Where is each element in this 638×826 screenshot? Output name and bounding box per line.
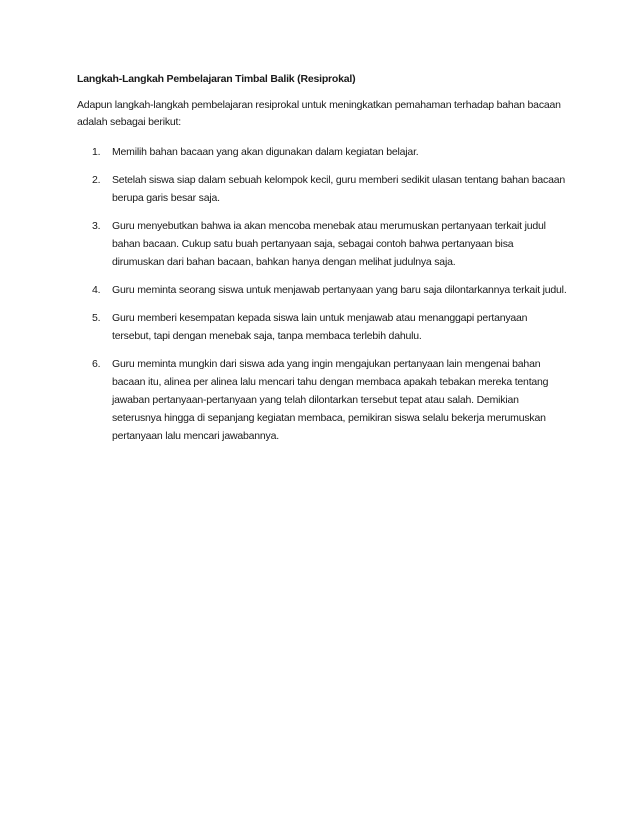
step-number: 3. [92,220,101,232]
step-text: Guru meminta mungkin dari siswa ada yang ingin mengajukan pertanyaan lain mengenai bahan bacaan itu, alinea per alinea lalu mencari tahu dengan membaca apakah tebakan mereka tentang jawaban pertanyaan-pertanyaan yang telah dilontarkan tersebut tepat atau salah. Demikian seterusnya hingga di sepanjang kegiatan membaca, pemikiran siswa selalu bekerja merumuskan pertanyaan lalu mencari jawabannya. [112,358,549,442]
step-text: Guru menyebutkan bahwa ia akan mencoba menebak atau merumuskan pertanyaan terkait judul bahan bacaan. Cukup satu buah pertanyaan saja, sebagai contoh bahwa pertanyaan bisa dirumuskan dari bahan bacaan, bahkan hanya dengan melihat judulnya saja. [112,220,546,268]
step-text: Guru meminta seorang siswa untuk menjawab pertanyaan yang baru saja dilontarkannya terkait judul. [112,284,567,296]
list-item [77,309,567,345]
list-item [77,217,567,271]
step-number: 6. [92,358,101,370]
step-text: Memilih bahan bacaan yang akan digunakan dalam kegiatan belajar. [112,146,419,158]
step-number: 1. [92,146,101,158]
list-item [77,143,567,161]
step-text: Guru memberi kesempatan kepada siswa lain untuk menjawab atau menanggapi pertanyaan tersebut, tapi dengan menebak saja, tanpa membaca terlebih dahulu. [112,312,528,342]
step-number: 2. [92,174,101,186]
intro-paragraph: Adapun langkah-langkah pembelajaran resiprokal untuk meningkatkan pemahaman terhadap bahan bacaan adalah sebagai berikut: [77,99,561,128]
list-item [77,281,567,299]
list-item [77,171,567,207]
list-item [77,355,567,445]
document-content [77,71,567,455]
document-heading: Langkah-Langkah Pembelajaran Timbal Balik (Resiprokal) [77,73,356,85]
step-text: Setelah siswa siap dalam sebuah kelompok kecil, guru memberi sedikit ulasan tentang bahan bacaan berupa garis besar saja. [112,174,565,204]
steps-list [77,143,567,445]
step-number: 5. [92,312,101,324]
step-number: 4. [92,284,101,296]
